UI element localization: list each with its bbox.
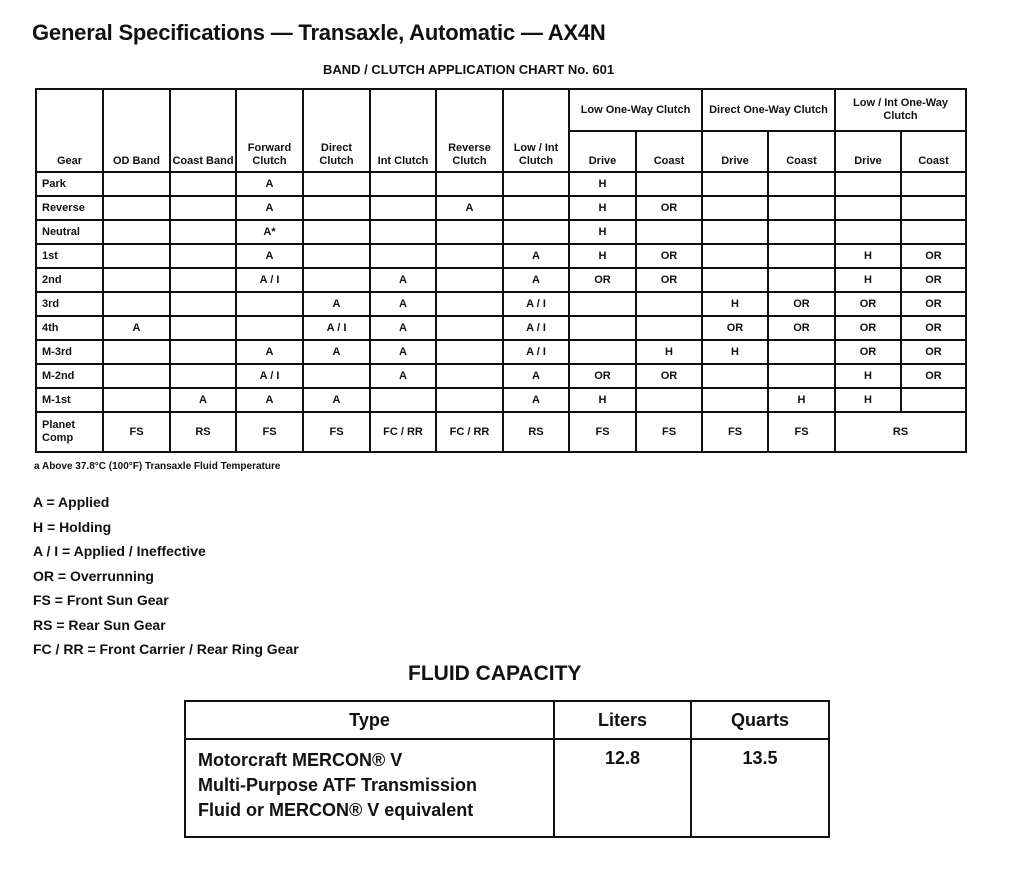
table-cell: FS (636, 412, 702, 452)
table-cell: OR (835, 292, 901, 316)
table-cell: OR (901, 292, 966, 316)
fluid-capacity-title: FLUID CAPACITY (408, 662, 582, 685)
legend-item: FS = Front Sun Gear (33, 592, 169, 608)
table-cell: OR (636, 244, 702, 268)
header-low-oneway-clutch: Low One-Way Clutch (569, 89, 702, 131)
table-cell: FC / RR (370, 412, 436, 452)
legend-item: H = Holding (33, 518, 112, 535)
table-cell: OR (636, 364, 702, 388)
table-cell (436, 364, 503, 388)
table-cell (436, 316, 503, 340)
table-cell: OR (901, 268, 966, 292)
table-cell: OR (835, 316, 901, 340)
table-cell (103, 364, 170, 388)
table-cell (370, 196, 436, 220)
table-row (36, 268, 966, 292)
table-cell: A (170, 388, 236, 412)
page-title: General Specifications — Transaxle, Automatic — AX4N (32, 20, 606, 45)
table-cell (503, 172, 569, 196)
table-cell: A (370, 292, 436, 316)
legend-item: RS = Rear Sun Gear (33, 616, 166, 633)
table-row (36, 292, 966, 316)
header-drive: Drive (835, 131, 901, 172)
header-low-int-clutch: Low / Int Clutch (503, 89, 569, 172)
table-cell: OR (901, 244, 966, 268)
table-cell (768, 268, 835, 292)
fluid-capacity-table (184, 700, 830, 838)
table-cell (768, 172, 835, 196)
table-cell (303, 268, 370, 292)
table-row (36, 388, 966, 412)
table-cell-merged: RS (835, 412, 966, 452)
header-gear: Gear (36, 89, 103, 172)
table-cell: A / I (236, 364, 303, 388)
table-cell: A (236, 172, 303, 196)
table-cell: A (303, 292, 370, 316)
table-cell (835, 220, 901, 244)
header-drive: Drive (702, 131, 768, 172)
table-cell (103, 196, 170, 220)
table-cell: FS (236, 412, 303, 452)
table-cell: FS (768, 412, 835, 452)
table-cell (103, 340, 170, 364)
fluid-header-type: Type (185, 701, 554, 739)
table-cell: H (569, 244, 636, 268)
table-cell: A (370, 364, 436, 388)
header-direct-oneway-clutch: Direct One-Way Clutch (702, 89, 835, 131)
table-cell: A (370, 340, 436, 364)
header-coast: Coast (768, 131, 835, 172)
table-cell (436, 268, 503, 292)
table-cell: A (236, 244, 303, 268)
table-cell: A (370, 268, 436, 292)
table-cell: A (503, 268, 569, 292)
table-cell (436, 340, 503, 364)
table-cell: H (569, 172, 636, 196)
table-cell: OR (835, 340, 901, 364)
header-coast-band: Coast Band (170, 89, 236, 172)
fluid-header-quarts: Quarts (691, 701, 829, 739)
header-coast: Coast (901, 131, 966, 172)
table-cell (103, 172, 170, 196)
table-row (36, 340, 966, 364)
table-row (36, 244, 966, 268)
table-cell: A / I (236, 268, 303, 292)
table-cell: A / I (503, 292, 569, 316)
gear-cell: Park (36, 172, 103, 196)
table-cell (636, 388, 702, 412)
footnote: a Above 37.8°C (100°F) Transaxle Fluid Temperature (34, 461, 281, 472)
gear-cell: Neutral (36, 220, 103, 244)
table-cell (303, 172, 370, 196)
table-cell (835, 172, 901, 196)
table-cell (702, 220, 768, 244)
fluid-type-line: Motorcraft MERCON® V (198, 750, 403, 770)
table-cell: H (569, 196, 636, 220)
legend-item: A / I = Applied / Ineffective (33, 543, 206, 559)
table-cell (303, 196, 370, 220)
table-cell: A (503, 388, 569, 412)
table-row (36, 364, 966, 388)
table-cell (170, 292, 236, 316)
table-cell (436, 220, 503, 244)
table-row (36, 316, 966, 340)
table-cell: OR (768, 316, 835, 340)
table-cell: A (236, 196, 303, 220)
table-cell: FS (569, 412, 636, 452)
table-cell (170, 364, 236, 388)
table-cell: H (835, 388, 901, 412)
table-row (36, 172, 966, 196)
table-cell (370, 388, 436, 412)
table-cell: A (503, 364, 569, 388)
gear-cell: Planet Comp (36, 412, 103, 452)
table-cell: RS (170, 412, 236, 452)
table-cell (702, 388, 768, 412)
gear-cell: M-1st (36, 388, 103, 412)
table-cell: FC / RR (436, 412, 503, 452)
table-cell (103, 268, 170, 292)
fluid-type-line: Multi-Purpose ATF Transmission (198, 775, 478, 795)
legend (33, 490, 299, 662)
table-cell (370, 220, 436, 244)
table-cell (436, 292, 503, 316)
table-cell: A* (236, 220, 303, 244)
table-cell (436, 244, 503, 268)
table-cell (901, 220, 966, 244)
legend-item: FC / RR = Front Carrier / Rear Ring Gear (33, 641, 299, 657)
table-cell: OR (702, 316, 768, 340)
table-cell (768, 340, 835, 364)
table-cell: A / I (503, 340, 569, 364)
table-cell (303, 220, 370, 244)
table-cell: OR (636, 196, 702, 220)
table-cell (901, 196, 966, 220)
table-cell (303, 244, 370, 268)
header-coast: Coast (636, 131, 702, 172)
table-cell (170, 340, 236, 364)
table-cell (569, 316, 636, 340)
table-cell: OR (768, 292, 835, 316)
table-cell: H (636, 340, 702, 364)
table-cell: H (569, 220, 636, 244)
header-od-band: OD Band (103, 89, 170, 172)
header-forward-clutch: Forward Clutch (236, 89, 303, 172)
legend-item: OR = Overrunning (33, 567, 154, 584)
table-cell (569, 292, 636, 316)
table-cell: H (835, 244, 901, 268)
table-cell (170, 316, 236, 340)
table-cell: A (503, 244, 569, 268)
table-cell: A (103, 316, 170, 340)
table-cell: A (303, 388, 370, 412)
header-int-clutch: Int Clutch (370, 89, 436, 172)
fluid-type-line: Fluid or MERCON® V equivalent (198, 800, 474, 820)
gear-cell: 1st (36, 244, 103, 268)
gear-cell: 2nd (36, 268, 103, 292)
table-cell (636, 292, 702, 316)
table-row (36, 220, 966, 244)
table-cell: OR (636, 268, 702, 292)
table-cell (236, 316, 303, 340)
gear-cell: 4th (36, 316, 103, 340)
table-cell (768, 244, 835, 268)
table-cell (901, 388, 966, 412)
table-cell: A (303, 340, 370, 364)
table-cell (503, 196, 569, 220)
table-cell (103, 292, 170, 316)
chart-title: BAND / CLUTCH APPLICATION CHART No. 601 (323, 62, 615, 77)
table-cell: H (569, 388, 636, 412)
gear-cell: 3rd (36, 292, 103, 316)
table-cell (702, 196, 768, 220)
table-cell (503, 220, 569, 244)
table-cell (103, 244, 170, 268)
table-cell (436, 388, 503, 412)
table-cell: A (236, 340, 303, 364)
table-cell: A (236, 388, 303, 412)
table-cell: OR (569, 364, 636, 388)
table-cell: FS (702, 412, 768, 452)
fluid-quarts-value: 13.5 (691, 739, 829, 837)
header-lowint-oneway-clutch: Low / Int One-Way Clutch (835, 89, 966, 131)
table-cell (370, 172, 436, 196)
table-cell (170, 172, 236, 196)
table-cell (170, 244, 236, 268)
header-drive: Drive (569, 131, 636, 172)
table-cell (768, 364, 835, 388)
gear-cell: Reverse (36, 196, 103, 220)
table-cell (901, 172, 966, 196)
table-cell (768, 196, 835, 220)
table-cell (702, 244, 768, 268)
table-cell: OR (569, 268, 636, 292)
table-cell: A (436, 196, 503, 220)
table-cell (702, 364, 768, 388)
table-cell (768, 220, 835, 244)
gear-cell: M-2nd (36, 364, 103, 388)
table-cell: A (370, 316, 436, 340)
table-cell: H (835, 268, 901, 292)
table-cell (835, 196, 901, 220)
table-cell: RS (503, 412, 569, 452)
table-cell (636, 316, 702, 340)
header-direct-clutch: Direct Clutch (303, 89, 370, 172)
table-cell (170, 268, 236, 292)
table-cell (569, 340, 636, 364)
table-cell (236, 292, 303, 316)
band-clutch-table (35, 88, 967, 453)
table-cell: H (768, 388, 835, 412)
table-row-planet (36, 412, 966, 452)
table-cell (103, 388, 170, 412)
table-cell (436, 172, 503, 196)
header-reverse-clutch: Reverse Clutch (436, 89, 503, 172)
table-cell: H (702, 292, 768, 316)
table-cell (702, 268, 768, 292)
table-cell: FS (103, 412, 170, 452)
fluid-header-liters: Liters (554, 701, 691, 739)
table-cell: OR (901, 364, 966, 388)
fluid-type-cell (185, 739, 554, 837)
table-cell (170, 196, 236, 220)
fluid-liters-value: 12.8 (554, 739, 691, 837)
table-cell (636, 172, 702, 196)
table-cell: A / I (503, 316, 569, 340)
table-cell (103, 220, 170, 244)
table-cell: H (835, 364, 901, 388)
table-cell: H (702, 340, 768, 364)
table-cell (702, 172, 768, 196)
table-cell (170, 220, 236, 244)
table-row (36, 196, 966, 220)
legend-item: A = Applied (33, 494, 110, 510)
table-cell: OR (901, 340, 966, 364)
table-cell: A / I (303, 316, 370, 340)
table-cell (636, 220, 702, 244)
gear-cell: M-3rd (36, 340, 103, 364)
table-cell: FS (303, 412, 370, 452)
table-cell (303, 364, 370, 388)
table-cell: OR (901, 316, 966, 340)
table-cell (370, 244, 436, 268)
